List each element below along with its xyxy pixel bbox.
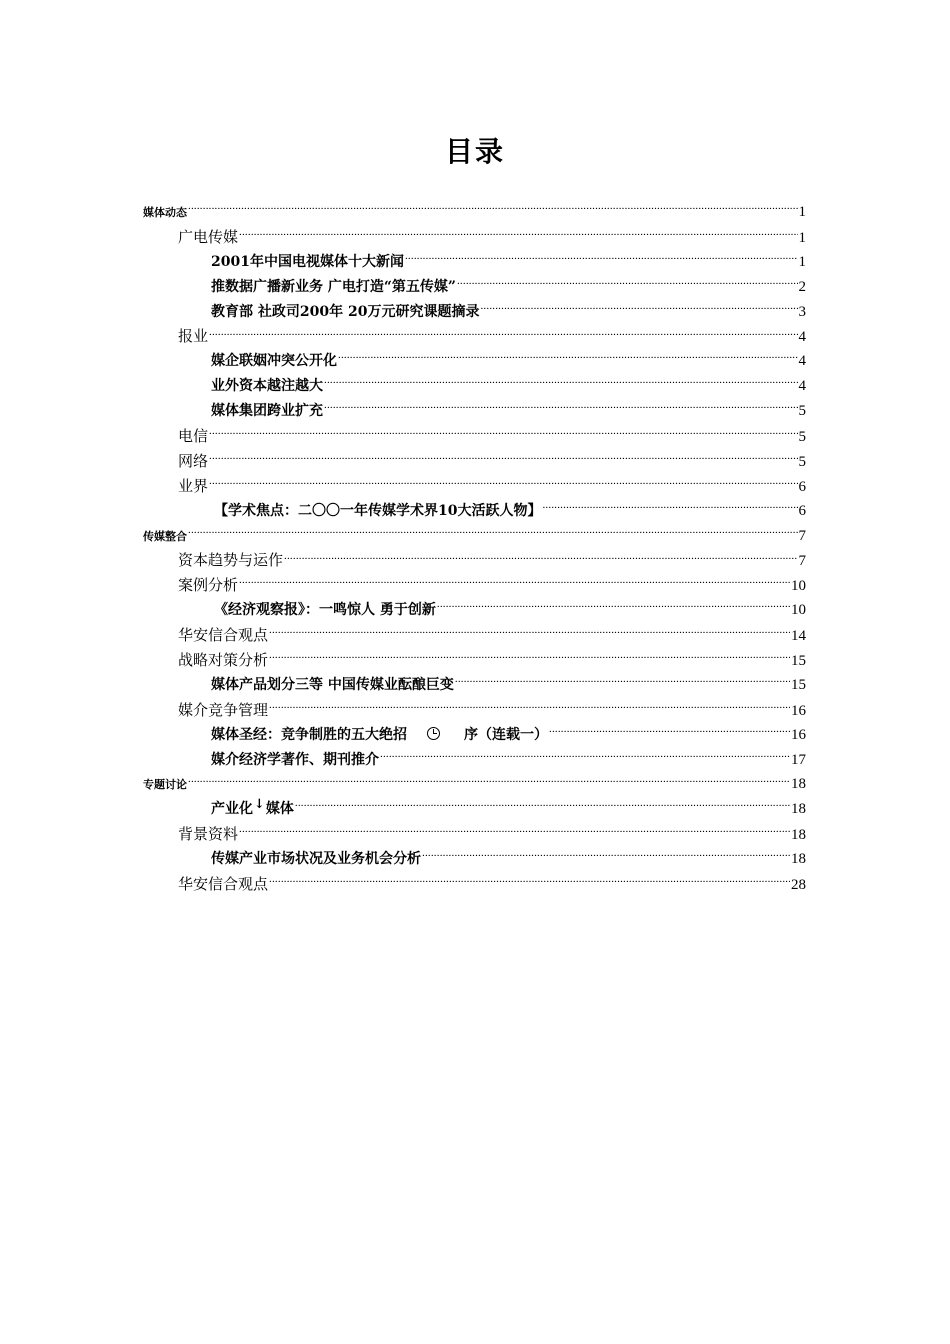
toc-entry-25[interactable] — [143, 797, 806, 822]
dot-leader — [188, 205, 798, 216]
toc-page-number: 14 — [791, 628, 806, 645]
toc-page-number: 4 — [798, 329, 806, 346]
toc-page-number: 18 — [791, 776, 806, 793]
dot-leader — [405, 252, 798, 266]
toc-entry-label-part-a: 产业化 — [211, 801, 253, 818]
toc-page-number: 5 — [798, 429, 806, 446]
dot-leader — [209, 426, 797, 441]
toc-entry-label: 《经济观察报》：一鸣惊人 勇于创新 — [214, 602, 436, 619]
toc-entry-8[interactable] — [143, 374, 806, 399]
toc-entry-21[interactable] — [143, 698, 806, 723]
dot-leader — [437, 600, 790, 614]
toc-page-number: 7 — [798, 553, 806, 570]
toc-entry-7[interactable] — [143, 349, 806, 374]
toc-entry-15[interactable] — [143, 548, 806, 573]
dot-leader — [209, 451, 797, 466]
toc-page-number: 5 — [798, 453, 806, 470]
toc-entry-label: 网络 — [178, 451, 209, 470]
toc-entry-10[interactable] — [143, 424, 806, 449]
dot-leader — [542, 501, 797, 515]
toc-entry-label-part-b: 媒体 — [265, 801, 294, 818]
dot-leader — [284, 550, 797, 565]
toc-page-number: 4 — [798, 353, 806, 370]
toc-entry-12[interactable] — [143, 474, 806, 499]
toc-page-number: 2 — [798, 278, 806, 295]
toc-entry-14[interactable] — [143, 524, 806, 549]
toc-entry-label-part-b: 序（连载一） — [464, 726, 548, 743]
toc-page-number: 28 — [791, 877, 806, 894]
dot-leader — [188, 777, 790, 788]
toc-entry-24[interactable] — [143, 772, 806, 797]
toc-entry-label: 媒介经济学著作、期刊推介 — [211, 751, 379, 768]
toc-page-number: 3 — [798, 303, 806, 320]
toc-entry-label: 【学术焦点：二〇〇一年传媒学术界10大活跃人物】 — [214, 502, 542, 519]
toc-entry-label: 传媒整合 — [143, 529, 187, 543]
toc-page-number: 15 — [791, 676, 806, 693]
toc-page-number: 15 — [791, 653, 806, 670]
toc-page-number: 17 — [791, 751, 806, 768]
toc-entry-label: 媒体产品划分三等 中国传媒业酝酿巨变 — [211, 676, 454, 693]
toc-entry-16[interactable] — [143, 573, 806, 598]
toc-entry-9[interactable] — [143, 399, 806, 424]
toc-entry-label: 战略对策分析 — [178, 651, 269, 670]
toc-entry-label: 媒企联姻冲突公开化 — [211, 353, 337, 370]
toc-page-number: 5 — [798, 403, 806, 420]
dot-leader — [269, 625, 790, 640]
dot-leader — [324, 401, 798, 415]
toc-entry-label: 资本趋势与运作 — [178, 551, 284, 570]
dot-leader — [480, 302, 797, 316]
dot-leader — [269, 700, 790, 715]
toc-entry-label: 华安信合观点 — [178, 626, 269, 645]
toc-page-number: 18 — [791, 851, 806, 868]
toc-entry-28[interactable] — [143, 872, 806, 897]
dot-leader — [239, 227, 797, 242]
toc-entry-20[interactable] — [143, 673, 806, 698]
dot-leader — [239, 575, 790, 590]
toc-entry-18[interactable] — [143, 623, 806, 648]
dot-leader — [295, 799, 790, 813]
toc-entry-label: 业界 — [178, 476, 209, 495]
toc-entry-label: 传媒产业市场状况及业务机会分析 — [211, 851, 421, 868]
toc-entry-label: 教育部 社政司200年 20万元研究课题摘录 — [211, 303, 480, 320]
toc-entry-label: 报业 — [178, 327, 209, 346]
toc-entry-27[interactable] — [143, 847, 806, 872]
dot-leader — [324, 376, 798, 390]
toc-entry-23[interactable] — [143, 748, 806, 773]
toc-entry-6[interactable] — [143, 324, 806, 349]
toc-page-number: 1 — [798, 253, 806, 270]
dot-leader — [422, 849, 790, 863]
clock-icon — [427, 727, 440, 740]
toc-entry-22[interactable] — [143, 723, 806, 748]
toc-page-number: 16 — [791, 726, 806, 743]
toc-entry-label: 背景资料 — [178, 825, 239, 844]
toc-page-number: 10 — [791, 602, 806, 619]
toc-entry-label: 广电传媒 — [178, 227, 239, 246]
toc-page-number: 7 — [798, 527, 806, 544]
toc-entry-19[interactable] — [143, 648, 806, 673]
toc-entry-label-part-a: 媒体圣经：竞争制胜的五大绝招 — [211, 726, 407, 743]
toc-entry-label: 媒体集团跨业扩充 — [211, 403, 323, 420]
dot-leader — [209, 476, 797, 491]
toc-entry-label: 媒介竞争管理 — [178, 700, 269, 719]
table-of-contents — [143, 200, 806, 897]
toc-entry-26[interactable] — [143, 822, 806, 847]
toc-entry-label: 专题讨论 — [143, 778, 187, 792]
toc-page-number: 16 — [791, 702, 806, 719]
toc-entry-label — [211, 723, 548, 748]
toc-entry-label: 媒体动态 — [143, 206, 187, 219]
toc-entry-1[interactable] — [143, 200, 806, 225]
toc-entry-2[interactable] — [143, 225, 806, 250]
toc-page-number: 4 — [798, 378, 806, 395]
toc-entry-label: 业外资本越注越大 — [211, 378, 323, 395]
toc-page-number: 6 — [798, 502, 806, 519]
toc-entry-label: 案例分析 — [178, 576, 239, 595]
toc-entry-label: 华安信合观点 — [178, 875, 269, 894]
toc-entry-label: 电信 — [178, 427, 209, 446]
dot-leader — [188, 529, 798, 540]
dot-leader — [549, 725, 790, 739]
toc-entry-label: 推数据广播新业务 广电打造“第五传媒” — [211, 278, 456, 295]
dot-leader — [209, 326, 797, 341]
toc-page-number: 18 — [791, 827, 806, 844]
toc-entry-3[interactable] — [143, 250, 806, 275]
dot-leader — [457, 277, 798, 291]
toc-entry-17[interactable] — [143, 598, 806, 623]
toc-entry-label: 2001年中国电视媒体十大新闻 — [211, 253, 404, 270]
dot-leader — [380, 750, 790, 764]
dot-leader — [239, 824, 790, 839]
toc-page-number: 1 — [798, 229, 806, 246]
toc-entry-11[interactable] — [143, 449, 806, 474]
dot-leader — [338, 351, 798, 365]
toc-page-number: 10 — [791, 578, 806, 595]
toc-page-number: 18 — [791, 801, 806, 818]
toc-entry-13[interactable] — [143, 499, 806, 524]
dot-leader — [269, 650, 790, 665]
dot-leader — [455, 675, 790, 689]
toc-entry-4[interactable] — [143, 275, 806, 300]
toc-page-number: 6 — [798, 478, 806, 495]
toc-entry-5[interactable] — [143, 300, 806, 325]
dot-leader — [269, 874, 790, 889]
page-title: 目录 — [444, 135, 505, 168]
toc-entry-label — [211, 797, 294, 823]
toc-page-number: 1 — [798, 204, 806, 220]
down-arrow-icon: ↓ — [254, 797, 265, 813]
